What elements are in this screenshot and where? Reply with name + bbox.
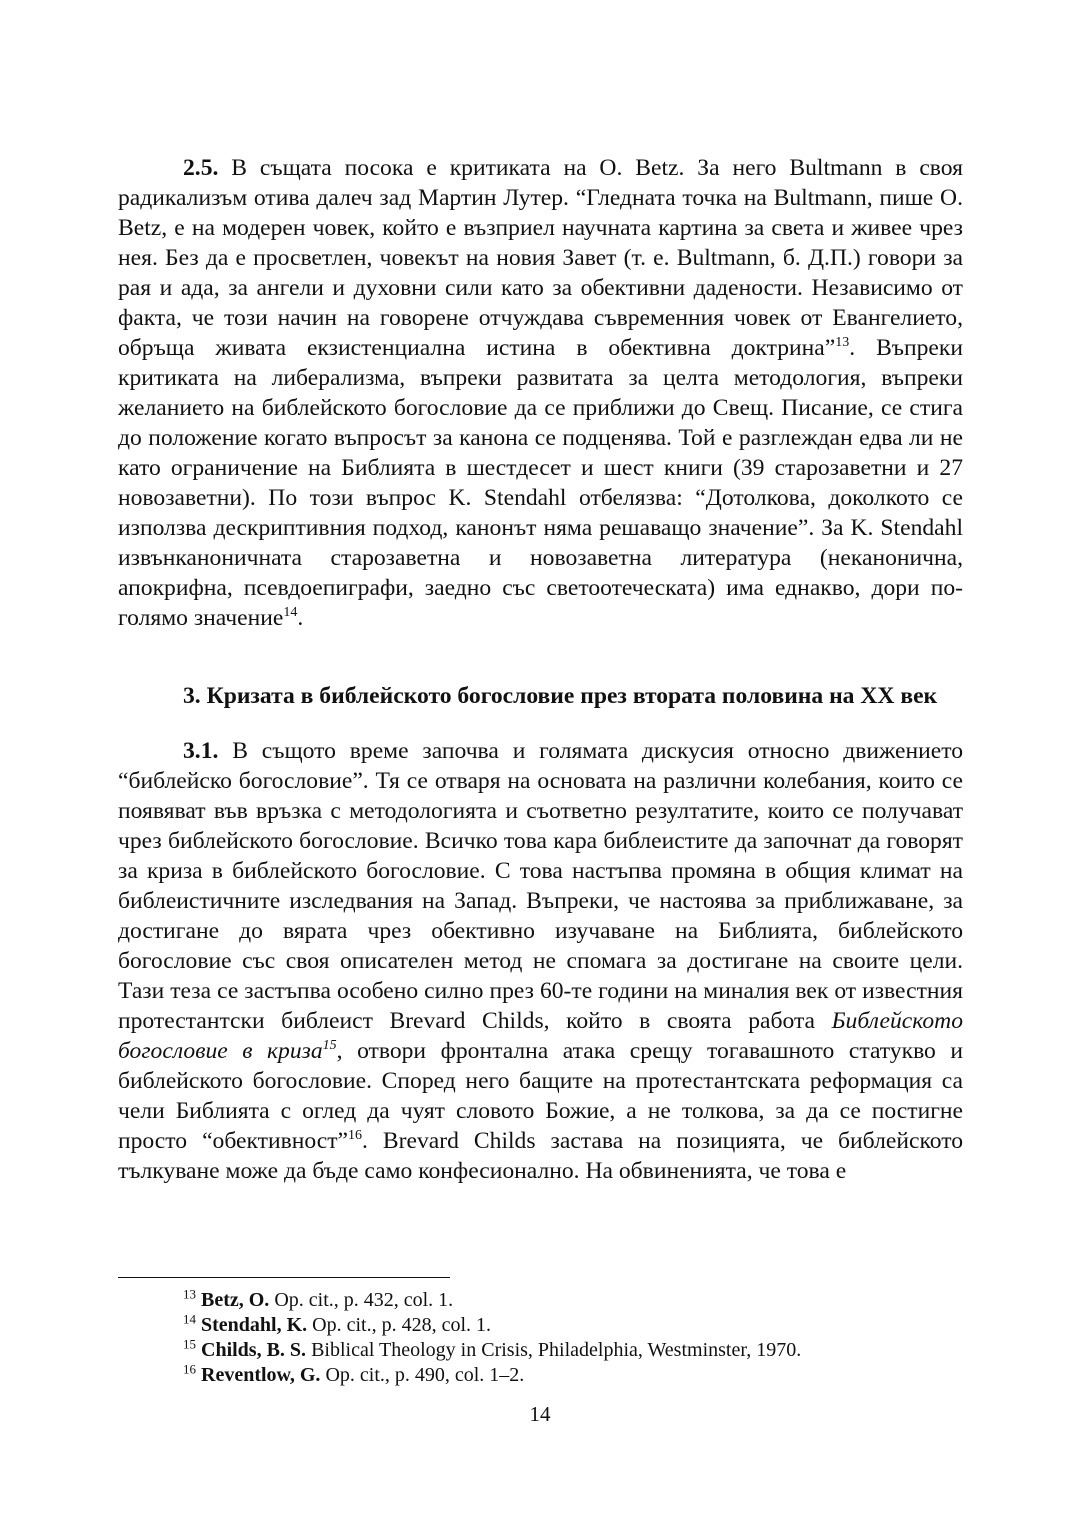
paragraph-3-1-text [118,736,963,1186]
footnote-author: Betz, O. [201,1289,270,1311]
footnote-item [183,1363,963,1388]
footnote-citation: Op. cit., p. 490, col. 1–2. [320,1364,525,1386]
footnote-item [183,1288,963,1313]
page-number: 14 [529,1402,551,1426]
footnote-ref-16[interactable]: 16 [348,1128,363,1144]
footnote-item [183,1313,963,1338]
section-3-heading: 3. Кризата в библейското богословие през втората половина на XX век [183,683,938,709]
footnote-author: Stendahl, K. [201,1314,308,1336]
section-number-2-5: 2.5. [183,155,219,181]
footnote-citation: Op. cit., p. 428, col. 1. [307,1314,492,1336]
paragraph-2-5-text [118,153,963,633]
footnote-number: 14 [183,1311,196,1327]
footnotes-list [183,1288,963,1388]
footnote-ref-15[interactable] [323,1038,337,1053]
footnote-citation: Op. cit., p. 432, col. 1. [269,1289,454,1311]
paragraph-2-5-part-b: . Въпреки критиката на либерализма, въпреки развитата за целта методология, въпреки желанието на библейското богословие да се приближи до Свещ. Писание, се стига до положение когато въпросът за канона се подценява. Той е разглеждан едва ли не като ограничение на Библията в шестдесет и шест книги (39 старозаветни и 27 новозаветни). По този въпрос K. Stendahl отбелязва: “Дотолкова, доколкото се използва дескриптивния подход, канонът няма решаващо значение”. За K. Stendahl извънканоничната старозаветна и новозаветна литература (неканонична, апокрифна, псевдоепиграфи, заедно със светоотеческата) има еднакво, дори по-голямо значение [118,335,963,631]
footnote-author: Childs, B. S. [201,1339,307,1361]
footnote-ref-13[interactable]: 13 [835,335,850,351]
footnote-number: 13 [183,1286,196,1302]
paragraph-2-5 [118,153,963,633]
footnote-item [183,1338,963,1363]
paragraph-3-1-part-b: , отвори фронтална атака срещу тогавашното статукво и библейското богословие. Според него бащите на протестантската реформация са чели Библията с оглед да чуят словото Божие, а не толкова, за да се постигне просто “обективност” [118,1038,963,1154]
footnote-citation: Biblical Theology in Crisis, Philadelphia, Westminster, 1970. [306,1339,802,1361]
footnote-ref-14[interactable]: 14 [283,605,298,621]
footnote-number: 16 [183,1361,196,1377]
paragraph-3-1-part-a: В същото време започва и голямата дискусия относно движението “библейско богословие”. Тя се отваря на основата на различни колебания, които се появяват във връзка с методологията и съответно резултатите, които се получават чрез библейското богословие. Всичко това кара библеистите да започнат да говорят за криза в библейското богословие. С това настъпва промяна в общия климат на библеистичните изследвания на Запад. Въпреки, че настоява за приближаване, за достигане до вярата чрез обективно изучаване на Библията, библейското богословие със своя описателен метод не спомага за достигане на своите цели. Тази теза се застъпва особено силно през 60-те години на миналия век от известния протестантски библеист Brevard Childs, който в своята работа [118,738,963,1034]
footnote-divider [118,1277,450,1278]
footnote-author: Reventlow, G. [201,1364,321,1386]
book-title-italic: Библейското богословие в криза [118,1008,963,1064]
footnote-number: 15 [183,1336,196,1352]
footnote-ref-15-number: 15 [322,1038,337,1054]
paragraph-3-1-part-c: . Brevard Childs застава на позицията, че библейското тълкуване може да бъде само конфесионално. На обвиненията, че това е [118,1128,963,1184]
paragraph-2-5-part-c: . [297,605,304,631]
paragraph-2-5-part-a: В същата посока е критиката на O. Betz. За него Bultmann в своя радикализъм отива далеч зад Мартин Лутер. “Гледната точка на Bultmann, пише О. Betz, е на модерен човек, който е възприел научната картина за света и живее чрез нея. Без да е просветлен, човекът на новия Завет (т. е. Bultmann, б. Д.П.) говори за рая и ада, за ангели и духовни сили като за обективни дадености. Независимо от факта, че този начин на говорене отчуждава съвременния човек от Евангелието, обръща живата екзистенциална истина в обективна доктрина” [118,155,963,361]
section-number-3-1: 3.1. [183,738,219,764]
paragraph-3-1 [118,736,963,1186]
